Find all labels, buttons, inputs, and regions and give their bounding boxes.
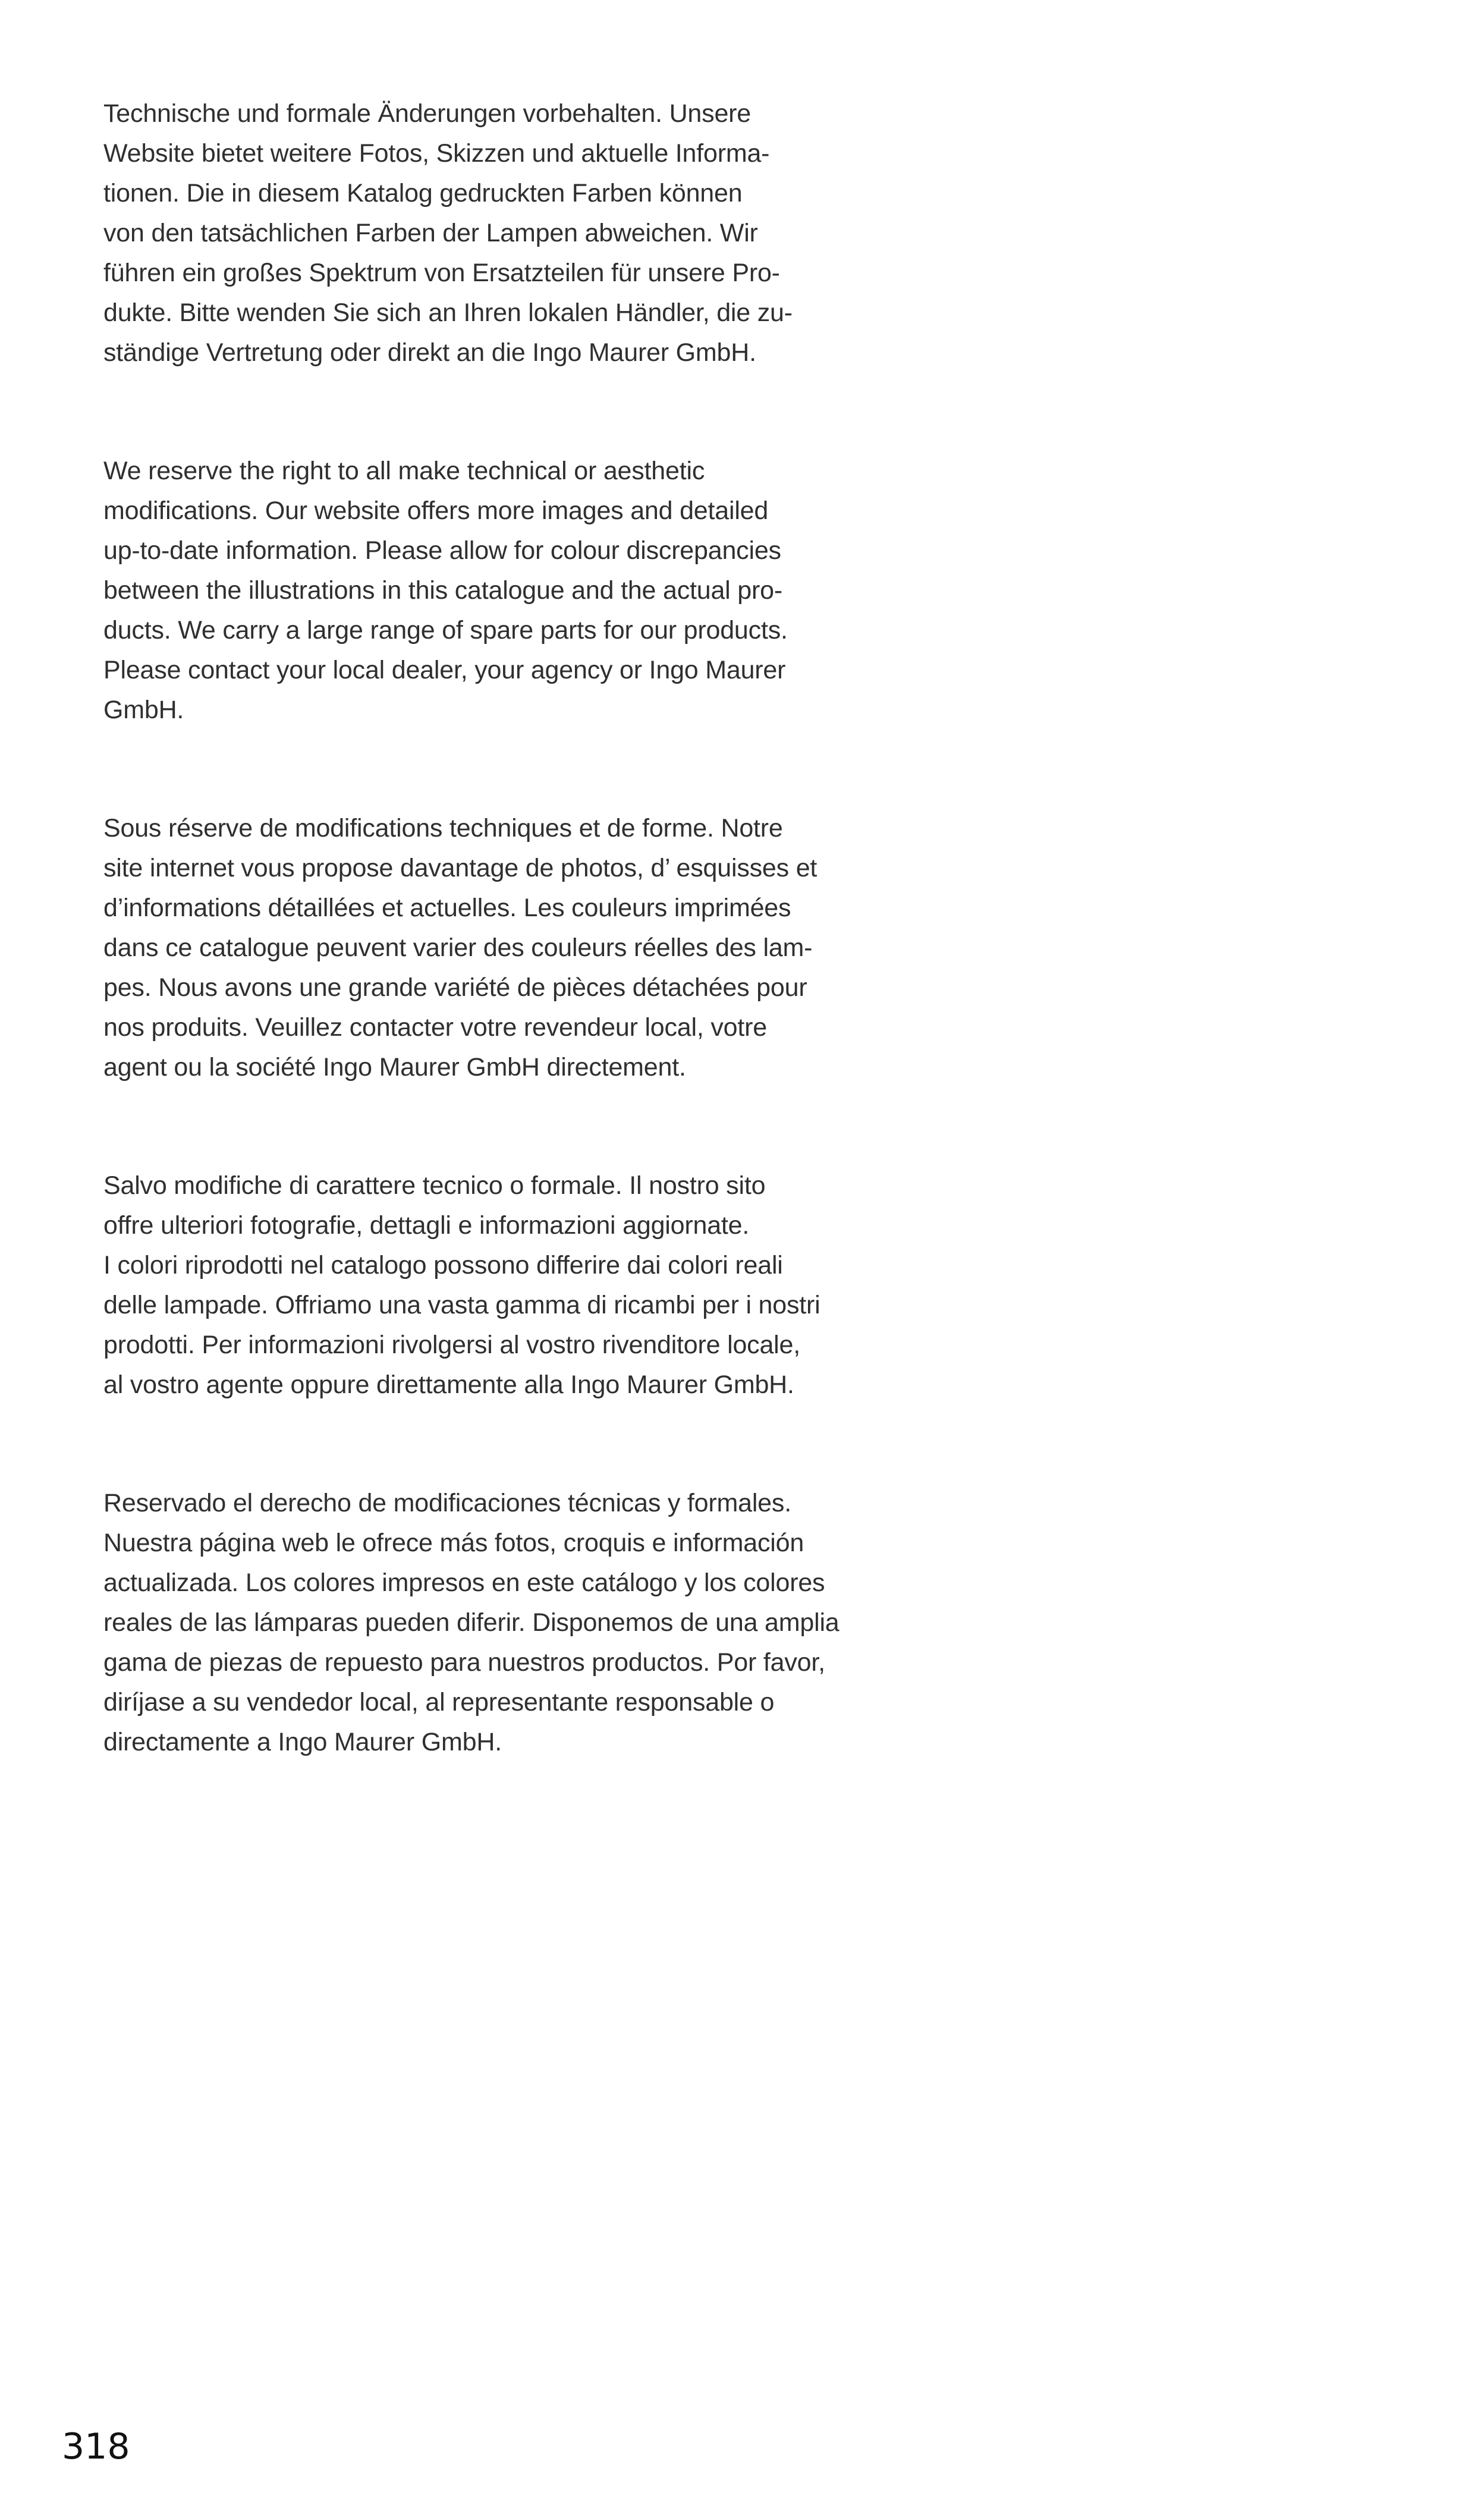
paragraph-line: Nuestra página web le ofrece más fotos, croquis e información — [103, 1529, 804, 1557]
paragraph-line: Please contact your local dealer, your agency or Ingo Maurer — [103, 656, 786, 684]
paragraph-line: Salvo modifiche di carattere tecnico o formale. Il nostro sito — [103, 1171, 766, 1200]
paragraph-line: tionen. Die in diesem Katalog gedruckten Farben können — [103, 179, 743, 208]
paragraph-line: Reservado el derecho de modificaciones técnicas y formales. — [103, 1489, 791, 1517]
paragraph-line: nos produits. Veuillez contacter votre revendeur local, votre — [103, 1013, 767, 1042]
paragraph-line: diríjase a su vendedor local, al representante responsable o — [103, 1688, 775, 1717]
paragraph-line: d’informations détaillées et actuelles. Les couleurs imprimées — [103, 894, 791, 922]
paragraph-line: site internet vous propose davantage de photos, d’ esquisses et — [103, 854, 818, 882]
paragraph-english — [103, 451, 835, 730]
paragraph-line: Technische und formale Änderungen vorbehalten. Unsere — [103, 99, 751, 128]
paragraph-line: von den tatsächlichen Farben der Lampen abweichen. Wir — [103, 219, 758, 247]
paragraph-line: ducts. We carry a large range of spare parts for our products. — [103, 616, 788, 645]
paragraph-line: actualizada. Los colores impresos en este catálogo y los colores — [103, 1568, 825, 1597]
paragraph-line: ständige Vertretung oder direkt an die Ingo Maurer GmbH. — [103, 338, 756, 367]
paragraph-line: GmbH. — [103, 696, 184, 724]
paragraph-line: I colori riprodotti nel catalogo possono differire dai colori reali — [103, 1251, 783, 1280]
paragraph-italian — [103, 1166, 835, 1405]
paragraph-line: gama de piezas de repuesto para nuestros productos. Por favor, — [103, 1648, 825, 1677]
paragraph-line: reales de las lámparas pueden diferir. Disponemos de una amplia — [103, 1608, 840, 1637]
paragraph-line: delle lampade. Offriamo una vasta gamma di ricambi per i nostri — [103, 1291, 820, 1319]
paragraph-line: Website bietet weitere Fotos, Skizzen und aktuelle Informa- — [103, 139, 770, 168]
paragraph-spanish — [103, 1483, 840, 1762]
paragraph-line: We reserve the right to all make technical or aesthetic — [103, 457, 705, 485]
paragraph-line: agent ou la société Ingo Maurer GmbH directement. — [103, 1053, 686, 1082]
paragraph-line: modifications. Our website offers more images and detailed — [103, 496, 769, 525]
paragraph-line: up-to-date information. Please allow for colour discrepancies — [103, 536, 781, 565]
paragraph-line: prodotti. Per informazioni rivolgersi al vostro rivenditore locale, — [103, 1331, 800, 1359]
paragraph-line: between the illustrations in this catalogue and the actual pro- — [103, 576, 782, 605]
paragraph-german — [103, 94, 835, 373]
paragraph-french — [103, 809, 835, 1087]
paragraph-line: offre ulteriori fotografie, dettagli e informazioni aggiornate. — [103, 1211, 750, 1240]
page-number: 318 — [62, 2426, 130, 2467]
text-column — [103, 94, 840, 1841]
paragraph-line: dans ce catalogue peuvent varier des couleurs réelles des lam- — [103, 933, 813, 962]
paragraph-line: dukte. Bitte wenden Sie sich an Ihren lokalen Händler, die zu- — [103, 298, 793, 327]
paragraph-line: führen ein großes Spektrum von Ersatzteilen für unsere Pro- — [103, 259, 780, 287]
paragraph-line: pes. Nous avons une grande variété de pièces détachées pour — [103, 973, 807, 1002]
paragraph-line: Sous réserve de modifications techniques et de forme. Notre — [103, 814, 783, 843]
paragraph-line: directamente a Ingo Maurer GmbH. — [103, 1728, 502, 1756]
paragraph-line: al vostro agente oppure direttamente alla Ingo Maurer GmbH. — [103, 1370, 794, 1399]
